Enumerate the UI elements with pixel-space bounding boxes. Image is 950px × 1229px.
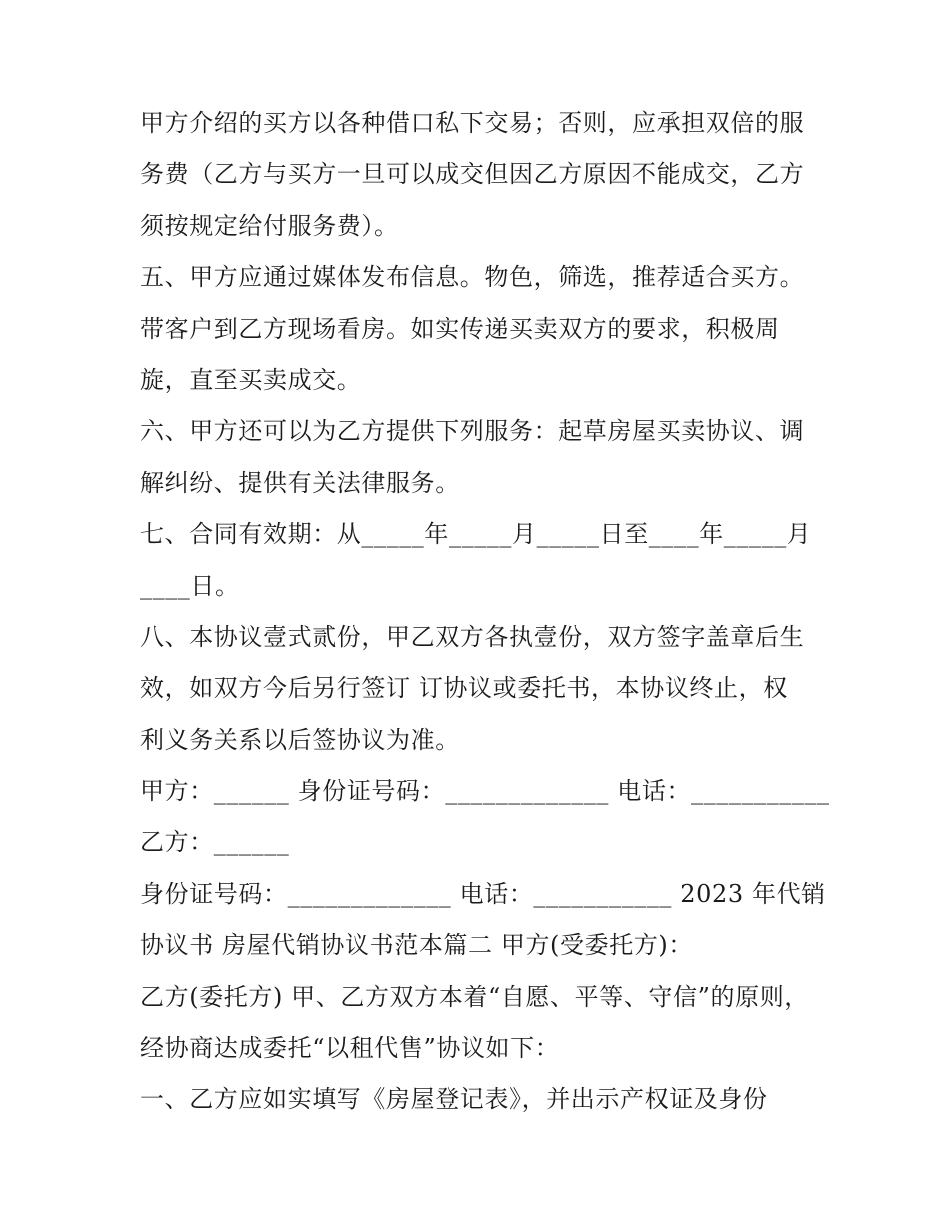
text-line: 旋，直至买卖成交。 — [140, 365, 362, 394]
party-b-signature-line: 乙方：______ — [140, 828, 290, 857]
party-a-signature-line: 甲方：______ 身份证号码：_____________ 电话：___________ — [140, 777, 830, 806]
text-line: 甲方介绍的买方以各种借口私下交易；否则，应承担双倍的服 — [140, 109, 805, 137]
clause-one: 一、乙方应如实填写《房屋登记表》，并出示产权证及身份 — [140, 1085, 768, 1114]
id-phone-line: 身份证号码：_____________ 电话：___________ 2023 年代销 — [140, 879, 826, 908]
text-line: 经协商达成委托“以租代售”协议如下： — [140, 1034, 560, 1063]
text-line: 须按规定给付服务费）。 — [140, 211, 399, 240]
clause-eight: 八、本协议壹式贰份，甲乙双方各执壹份，双方签字盖章后生 — [140, 622, 805, 651]
text-line: 务费（乙方与买方一旦可以成交但因乙方原因不能成交，乙方 — [140, 160, 805, 189]
text-line: 带客户到乙方现场看房。如实传递买卖双方的要求，积极周 — [140, 314, 780, 343]
document-body — [140, 110, 830, 1138]
clause-six: 六、甲方还可以为乙方提供下列服务：起草房屋买卖协议、调 — [140, 417, 805, 446]
section-two-heading: 协议书 房屋代销协议书范本篇二 甲方(受委托方)： — [140, 931, 693, 960]
text-line: 解纠纷、提供有关法律服务。 — [140, 468, 460, 497]
clause-five: 五、甲方应通过媒体发布信息。物色，筛选，推荐适合买方。 — [140, 263, 805, 292]
text-line: 效，如双方今后另行签订 订协议或委托书，本协议终止，权 — [140, 674, 788, 703]
clause-seven: 七、合同有效期：从_____年_____月_____日至____年_____月 — [140, 520, 812, 549]
text-line: 利义务关系以后签协议为准。 — [140, 725, 460, 754]
text-line: ____日。 — [140, 571, 240, 600]
text-line: 乙方(委托方) 甲、乙方双方本着“自愿、平等、守信”的原则， — [140, 982, 809, 1011]
